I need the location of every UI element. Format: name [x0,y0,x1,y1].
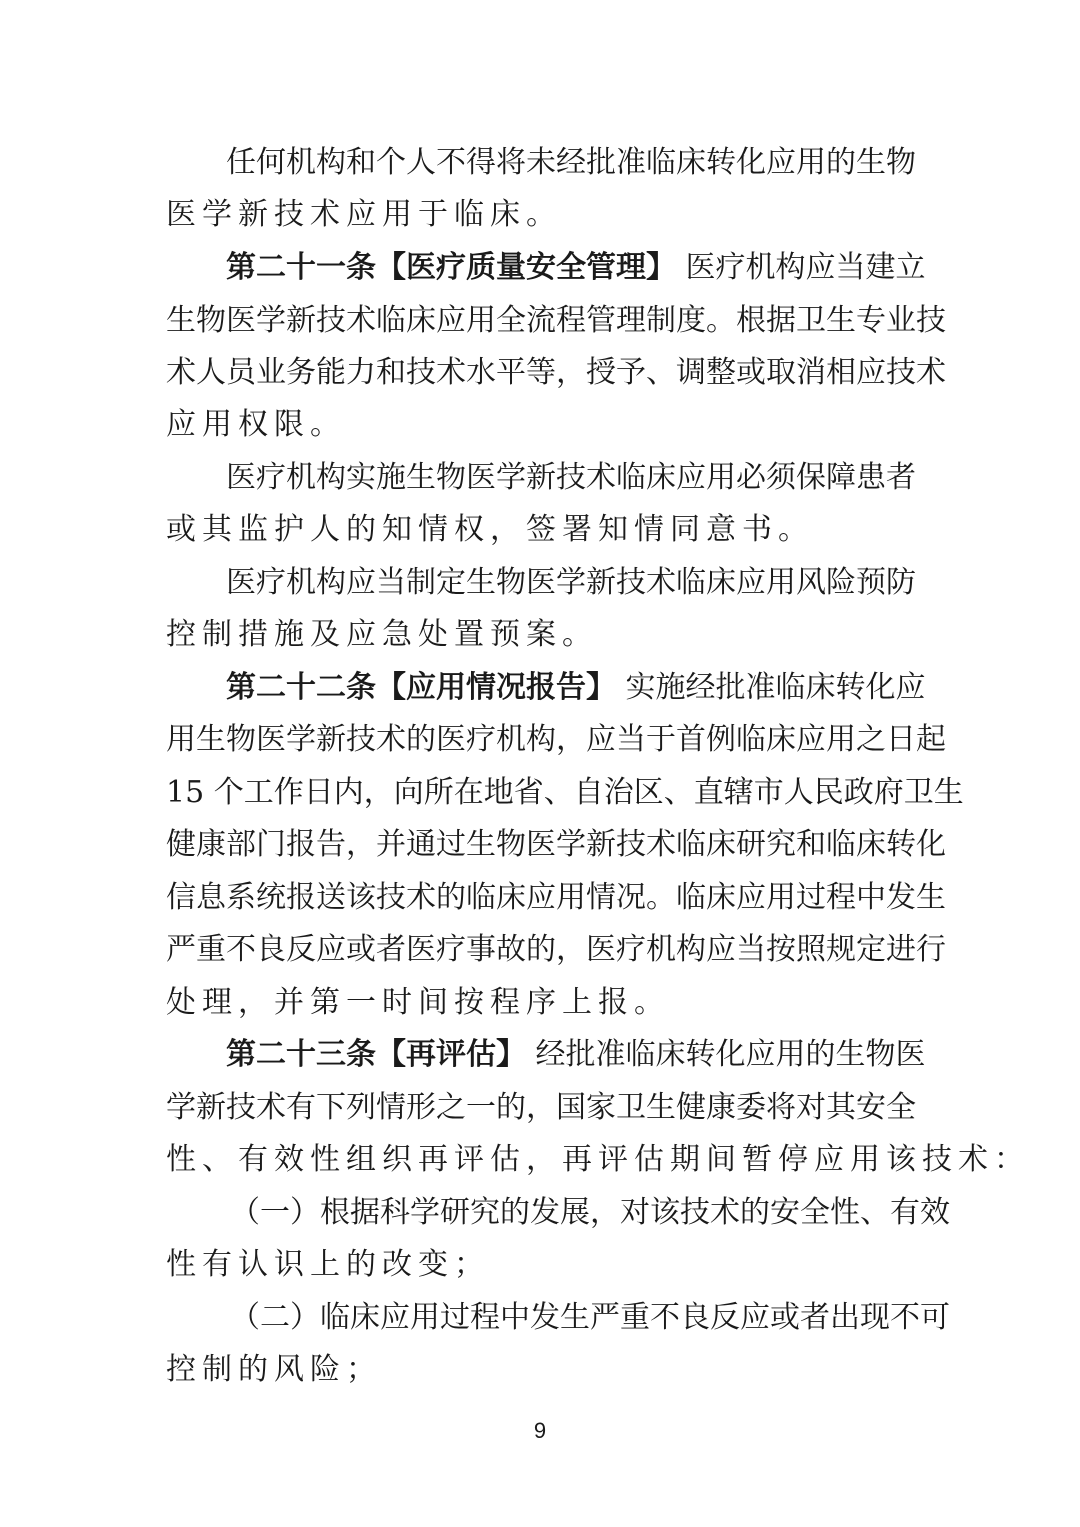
paragraph-line: 用生物医学新技术的医疗机构，应当于首例临床应用之日起 [166,722,946,757]
list-item-line: 控制的风险； [166,1352,382,1387]
paragraph-line: 15 个工作日内，向所在地省、自治区、直辖市人民政府卫生 [166,775,964,810]
article-23-text: 经批准临床转化应用的生物医 [535,1037,926,1072]
list-item-line: （二）临床应用过程中发生严重不良反应或者出现不可 [230,1300,950,1335]
paragraph-line: 性、有效性组织再评估，再评估期间暂停应用该技术： [166,1142,1030,1177]
article-23-title: 第二十三条【再评估】 [226,1037,526,1072]
paragraph-line: 应用权限。 [166,407,346,442]
article-22-text: 实施经批准临床转化应 [625,670,926,705]
paragraph-line: 严重不良反应或者医疗事故的，医疗机构应当按照规定进行 [166,932,946,967]
list-item-line: 性有认识上的改变； [166,1247,490,1282]
paragraph-line: 信息系统报送该技术的临床应用情况。临床应用过程中发生 [166,880,946,915]
article-21-text: 医疗机构应当建立 [685,250,926,285]
paragraph-line: 生物医学新技术临床应用全流程管理制度。根据卫生专业技 [166,303,946,338]
article-21-heading-line [226,242,926,294]
paragraph-line: 或其监护人的知情权，签署知情同意书。 [166,512,814,547]
paragraph-line: 医学新技术应用于临床。 [166,197,562,232]
article-22-title: 第二十二条【应用情况报告】 [226,670,616,705]
article-22-heading-line [226,662,926,714]
paragraph-line: 处理，并第一时间按程序上报。 [166,985,670,1020]
page-number: 9 [533,1418,547,1443]
paragraph-line: 控制措施及应急处置预案。 [166,617,598,652]
paragraph-line: 任何机构和个人不得将未经批准临床转化应用的生物 [226,145,916,180]
list-item-line: （一）根据科学研究的发展，对该技术的安全性、有效 [230,1195,950,1230]
paragraph-line: 医疗机构应当制定生物医学新技术临床应用风险预防 [226,565,916,600]
paragraph-line: 医疗机构实施生物医学新技术临床应用必须保障患者 [226,460,916,495]
article-21-title: 第二十一条【医疗质量安全管理】 [226,250,676,285]
paragraph-line: 术人员业务能力和技术水平等，授予、调整或取消相应技术 [166,355,946,390]
paragraph-line: 学新技术有下列情形之一的，国家卫生健康委将对其安全 [166,1090,916,1125]
paragraph-line: 健康部门报告，并通过生物医学新技术临床研究和临床转化 [166,827,946,862]
article-23-heading-line [226,1029,926,1081]
